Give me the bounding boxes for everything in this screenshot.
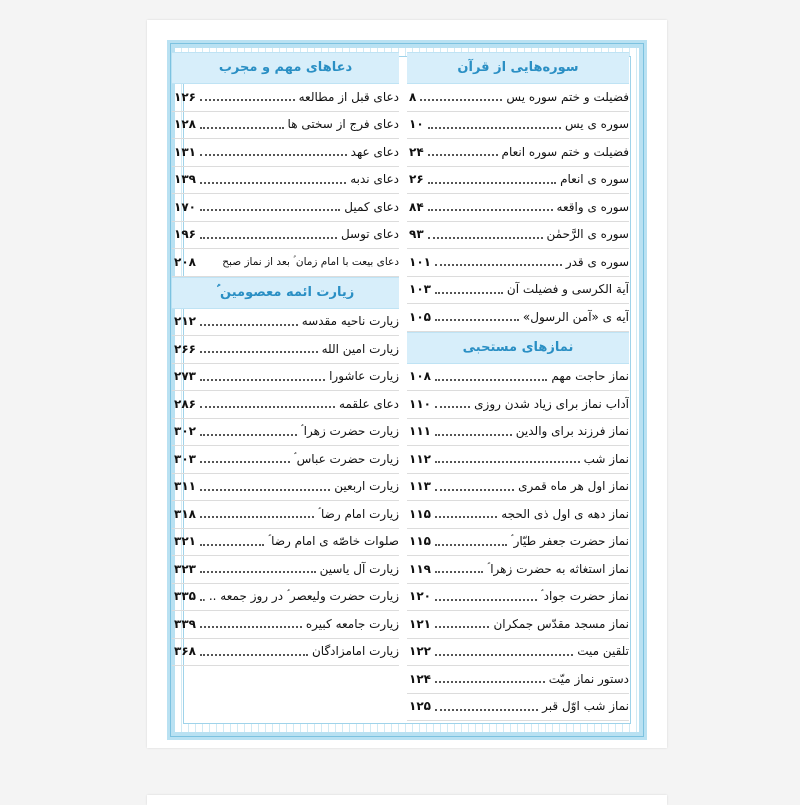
toc-entry[interactable]: نماز فرزند برای والدین ۱۱۱ bbox=[407, 419, 629, 447]
page-number: ۱۰۳ bbox=[409, 282, 431, 297]
page-number: ۱۱۳ bbox=[409, 479, 431, 494]
toc-entry[interactable]: نماز شب اوّل قبر ۱۲۵ bbox=[407, 694, 629, 722]
page-number: ۳۶۸ bbox=[174, 644, 196, 659]
page-number: ۳۱۱ bbox=[174, 479, 196, 494]
toc-entry[interactable]: سوره ی یس ۱۰ bbox=[407, 112, 629, 140]
section-header-imams-pilgrimage: زیارت ائمه معصومین ؑ bbox=[172, 277, 399, 309]
toc-entry[interactable]: آداب نماز برای زیاد شدن روزی ۱۱۰ bbox=[407, 391, 629, 419]
toc-entry[interactable]: دعای کمیل ۱۷۰ bbox=[172, 194, 399, 222]
toc-entry[interactable]: نماز حضرت جعفر طیّار ؑ ۱۱۵ bbox=[407, 529, 629, 557]
toc-entry[interactable]: نماز اول هر ماه قمری ۱۱۳ bbox=[407, 474, 629, 502]
toc-entry[interactable]: دعای قبل از مطالعه ۱۲۶ bbox=[172, 84, 399, 112]
page-number: ۲۷۳ bbox=[174, 369, 196, 384]
toc-entry[interactable]: آیة الکرسی و فضیلت آن ۱۰۳ bbox=[407, 277, 629, 305]
page-number: ۱۲۰ bbox=[409, 589, 431, 604]
toc-entry[interactable]: زیارت عاشورا ۲۷۳ bbox=[172, 364, 399, 392]
page-number: ۱۳۹ bbox=[174, 172, 196, 187]
page-number: ۱۲۶ bbox=[174, 89, 196, 104]
toc-entry[interactable]: زیارت حضرت زهرا ؑ ۳۰۲ bbox=[172, 419, 399, 447]
page-number: ۱۲۸ bbox=[174, 117, 196, 132]
toc-entry[interactable]: دعای فرج از سختی ها ۱۲۸ bbox=[172, 112, 399, 140]
section-header-quran-surahs: سوره‌هایی از قرآن bbox=[407, 52, 629, 84]
toc-entry[interactable]: زیارت حضرت عباس ؑ ۳۰۳ bbox=[172, 446, 399, 474]
page-number: ۱۱۰ bbox=[409, 396, 431, 411]
toc-entry[interactable]: دعای علقمه ۲۸۶ bbox=[172, 391, 399, 419]
page-number: ۳۲۱ bbox=[174, 534, 196, 549]
toc-entry[interactable]: دستور نماز میّت ۱۲۴ bbox=[407, 666, 629, 694]
page-number: ۱۰ bbox=[409, 117, 424, 132]
toc-entry[interactable]: زیارت امامزادگان ۳۶۸ bbox=[172, 639, 399, 667]
page-number: ۱۰۵ bbox=[409, 309, 431, 324]
toc-left-column bbox=[172, 52, 399, 666]
section-header-important-supplications: دعاهای مهم و مجرب bbox=[172, 52, 399, 84]
toc-entry[interactable]: فضیلت و ختم سوره یس ۸ bbox=[407, 84, 629, 112]
page-number: ۱۹۶ bbox=[174, 227, 196, 242]
toc-entry[interactable]: نماز شب ۱۱۲ bbox=[407, 446, 629, 474]
toc-entry[interactable]: زیارت جامعه کبیره ۳۳۹ bbox=[172, 611, 399, 639]
toc-right-column bbox=[407, 52, 629, 721]
page-number: ۲۶ bbox=[409, 172, 424, 187]
page-number: ۳۳۵ bbox=[174, 589, 196, 604]
page-number: ۱۰۸ bbox=[409, 369, 431, 384]
page-number: ۱۷۰ bbox=[174, 199, 196, 214]
page-number: ۱۱۲ bbox=[409, 451, 431, 466]
toc-entry[interactable]: سوره ی الرَّحمٰن ۹۳ bbox=[407, 222, 629, 250]
toc-entry[interactable]: دعای بیعت با امام زمان ؑ بعد از نماز صبح ۲۰۸ bbox=[172, 249, 399, 277]
toc-entry[interactable]: فضیلت و ختم سوره انعام ۲۴ bbox=[407, 139, 629, 167]
toc-entry[interactable]: نماز حاجت مهم ۱۰۸ bbox=[407, 364, 629, 392]
page-number: ۱۲۵ bbox=[409, 699, 431, 714]
toc-entry[interactable]: زیارت امین الله ۲۶۶ bbox=[172, 336, 399, 364]
toc-entry[interactable]: زیارت ناحیه مقدسه ۲۱۲ bbox=[172, 309, 399, 337]
page-number: ۲۴ bbox=[409, 144, 424, 159]
toc-entry[interactable]: زیارت اربعین ۳۱۱ bbox=[172, 474, 399, 502]
page-number: ۱۳۱ bbox=[174, 144, 196, 159]
page-number: ۹۳ bbox=[409, 227, 424, 242]
toc-entry[interactable]: زیارت حضرت ولیعصر ؑ در روز جمعه .. ۳۳۵ bbox=[172, 584, 399, 612]
toc-entry[interactable]: سوره ی قدر ۱۰۱ bbox=[407, 249, 629, 277]
page-number: ۱۰۱ bbox=[409, 254, 431, 269]
toc-entry[interactable]: آیه ی «آمن الرسول» ۱۰۵ bbox=[407, 304, 629, 332]
page-number: ۱۱۵ bbox=[409, 534, 431, 549]
page-number: ۲۱۲ bbox=[174, 314, 196, 329]
toc-entry[interactable]: دعای عهد ۱۳۱ bbox=[172, 139, 399, 167]
toc-entry[interactable]: نماز دهه ی اول ذی الحجه ۱۱۵ bbox=[407, 501, 629, 529]
toc-entry[interactable]: نماز حضرت جواد ؑ ۱۲۰ bbox=[407, 584, 629, 612]
toc-entry[interactable]: دعای ندبه ۱۳۹ bbox=[172, 167, 399, 195]
page-number: ۳۰۲ bbox=[174, 424, 196, 439]
page-number: ۳۳۹ bbox=[174, 616, 196, 631]
page-number: ۱۲۴ bbox=[409, 671, 431, 686]
page-number: ۱۲۱ bbox=[409, 616, 431, 631]
toc-entry[interactable]: نماز استغاثه به حضرت زهرا ؑ ۱۱۹ bbox=[407, 556, 629, 584]
page-number: ۱۱۱ bbox=[409, 424, 431, 439]
section-header-recommended-prayers: نمازهای مستحبی bbox=[407, 332, 629, 364]
toc-entry[interactable]: زیارت آل یاسین ۳۲۳ bbox=[172, 556, 399, 584]
page-number: ۳۰۳ bbox=[174, 451, 196, 466]
toc-entry[interactable]: صلوات خاصّه ی امام رضا ؑ ۳۲۱ bbox=[172, 529, 399, 557]
page-number: ۲۰۸ bbox=[174, 254, 196, 269]
page-number: ۸۴ bbox=[409, 199, 424, 214]
toc-entry[interactable]: سوره ی انعام ۲۶ bbox=[407, 167, 629, 195]
page-number: ۱۱۹ bbox=[409, 561, 431, 576]
page-number: ۳۱۸ bbox=[174, 506, 196, 521]
page-number: ۱۱۵ bbox=[409, 506, 431, 521]
page-number: ۲۶۶ bbox=[174, 341, 196, 356]
toc-entry[interactable]: دعای توسل ۱۹۶ bbox=[172, 222, 399, 250]
toc-entry[interactable]: سوره ی واقعه ۸۴ bbox=[407, 194, 629, 222]
page-number: ۸ bbox=[409, 89, 417, 104]
page-number: ۲۸۶ bbox=[174, 396, 196, 411]
toc-entry[interactable]: زیارت امام رضا ؑ ۳۱۸ bbox=[172, 501, 399, 529]
page-number: ۳۲۳ bbox=[174, 561, 196, 576]
next-book-page-edge bbox=[147, 795, 667, 805]
toc-entry[interactable]: تلقین میت ۱۲۲ bbox=[407, 639, 629, 667]
page-number: ۱۲۲ bbox=[409, 644, 431, 659]
toc-entry[interactable]: نماز مسجد مقدّس جمکران ۱۲۱ bbox=[407, 611, 629, 639]
